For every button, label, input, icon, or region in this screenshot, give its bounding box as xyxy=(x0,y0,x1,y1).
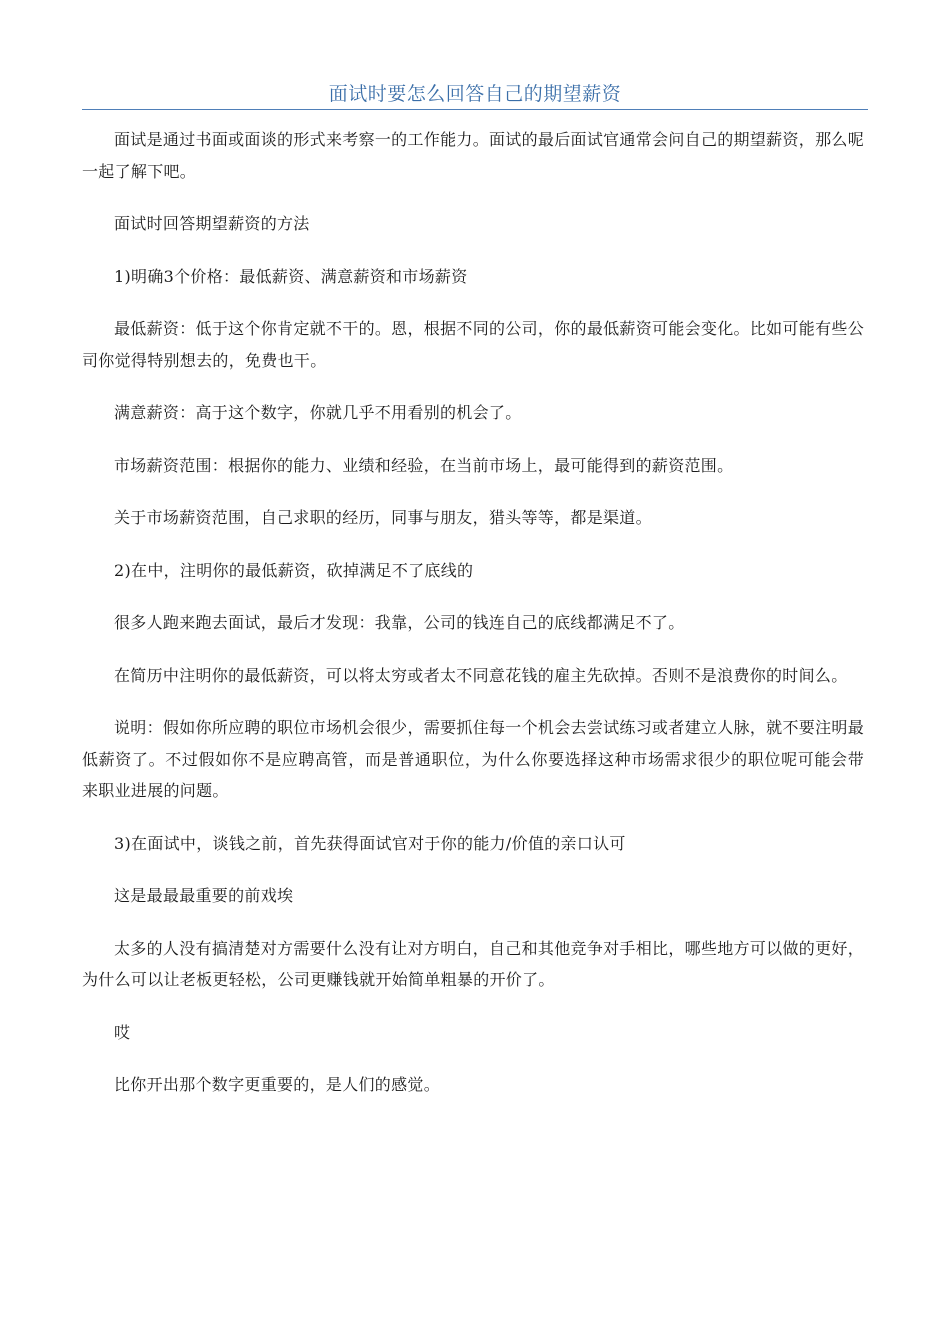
paragraph-satisfied-salary: 满意薪资：高于这个数字，你就几乎不用看别的机会了。 xyxy=(114,403,522,422)
paragraph-too-many-people: 太多的人没有搞清楚对方需要什么没有让对方明白，自己和其他竞争对手相比，哪些地方可以做的更好，为什么可以让老板更轻松，公司更赚钱就开始简单粗暴的开价了。 xyxy=(82,938,864,989)
paragraph-step-2: 2)在中，注明你的最低薪资，砍掉满足不了底线的 xyxy=(114,560,474,580)
title-divider xyxy=(82,109,868,110)
paragraph-section-heading: 面试时回答期望薪资的方法 xyxy=(114,214,310,233)
paragraph-feeling: 比你开出那个数字更重要的，是人们的感觉。 xyxy=(114,1075,441,1094)
paragraph-market-sources: 关于市场薪资范围，自己求职的经历，同事与朋友，猎头等等，都是渠道。 xyxy=(114,508,652,527)
paragraph-step-1: 1)明确3个价格：最低薪资、满意薪资和市场薪资 xyxy=(114,266,468,286)
paragraph-minimum-salary: 最低薪资：低于这个你肯定就不干的。恩，根据不同的公司，你的最低薪资可能会变化。比如可能有些公司你觉得特别想去的，免费也干。 xyxy=(82,319,864,370)
paragraph-step-3: 3)在面试中，谈钱之前，首先获得面试官对于你的能力/价值的亲口认可 xyxy=(114,833,626,853)
paragraph-explanation: 说明：假如你所应聘的职位市场机会很少，需要抓住每一个机会去尝试练习或者建立人脉，就不要注明最低薪资了。不过假如你不是应聘高管，而是普通职位，为什么你要选择这种市场需求很少的职位呢可能会带来职业进展的问题。 xyxy=(82,718,864,800)
paragraph-intro: 面试是通过书面或面谈的形式来考察一的工作能力。面试的最后面试官通常会问自己的期望薪资，那么呢一起了解下吧。 xyxy=(82,130,864,181)
document-title: 面试时要怎么回答自己的期望薪资 xyxy=(328,83,622,105)
paragraph-most-important: 这是最最最重要的前戏埃 xyxy=(114,886,294,905)
document-body xyxy=(82,124,864,1122)
paragraph-resume-note: 在简历中注明你的最低薪资，可以将太穷或者太不同意花钱的雇主先砍掉。否则不是浪费你的时间么。 xyxy=(114,665,848,685)
paragraph-market-range: 市场薪资范围：根据你的能力、业绩和经验，在当前市场上，最可能得到的薪资范围。 xyxy=(114,455,734,475)
paragraph-sigh: 哎 xyxy=(114,1022,131,1042)
paragraph-interview-discovery: 很多人跑来跑去面试，最后才发现：我靠，公司的钱连自己的底线都满足不了。 xyxy=(114,613,685,632)
